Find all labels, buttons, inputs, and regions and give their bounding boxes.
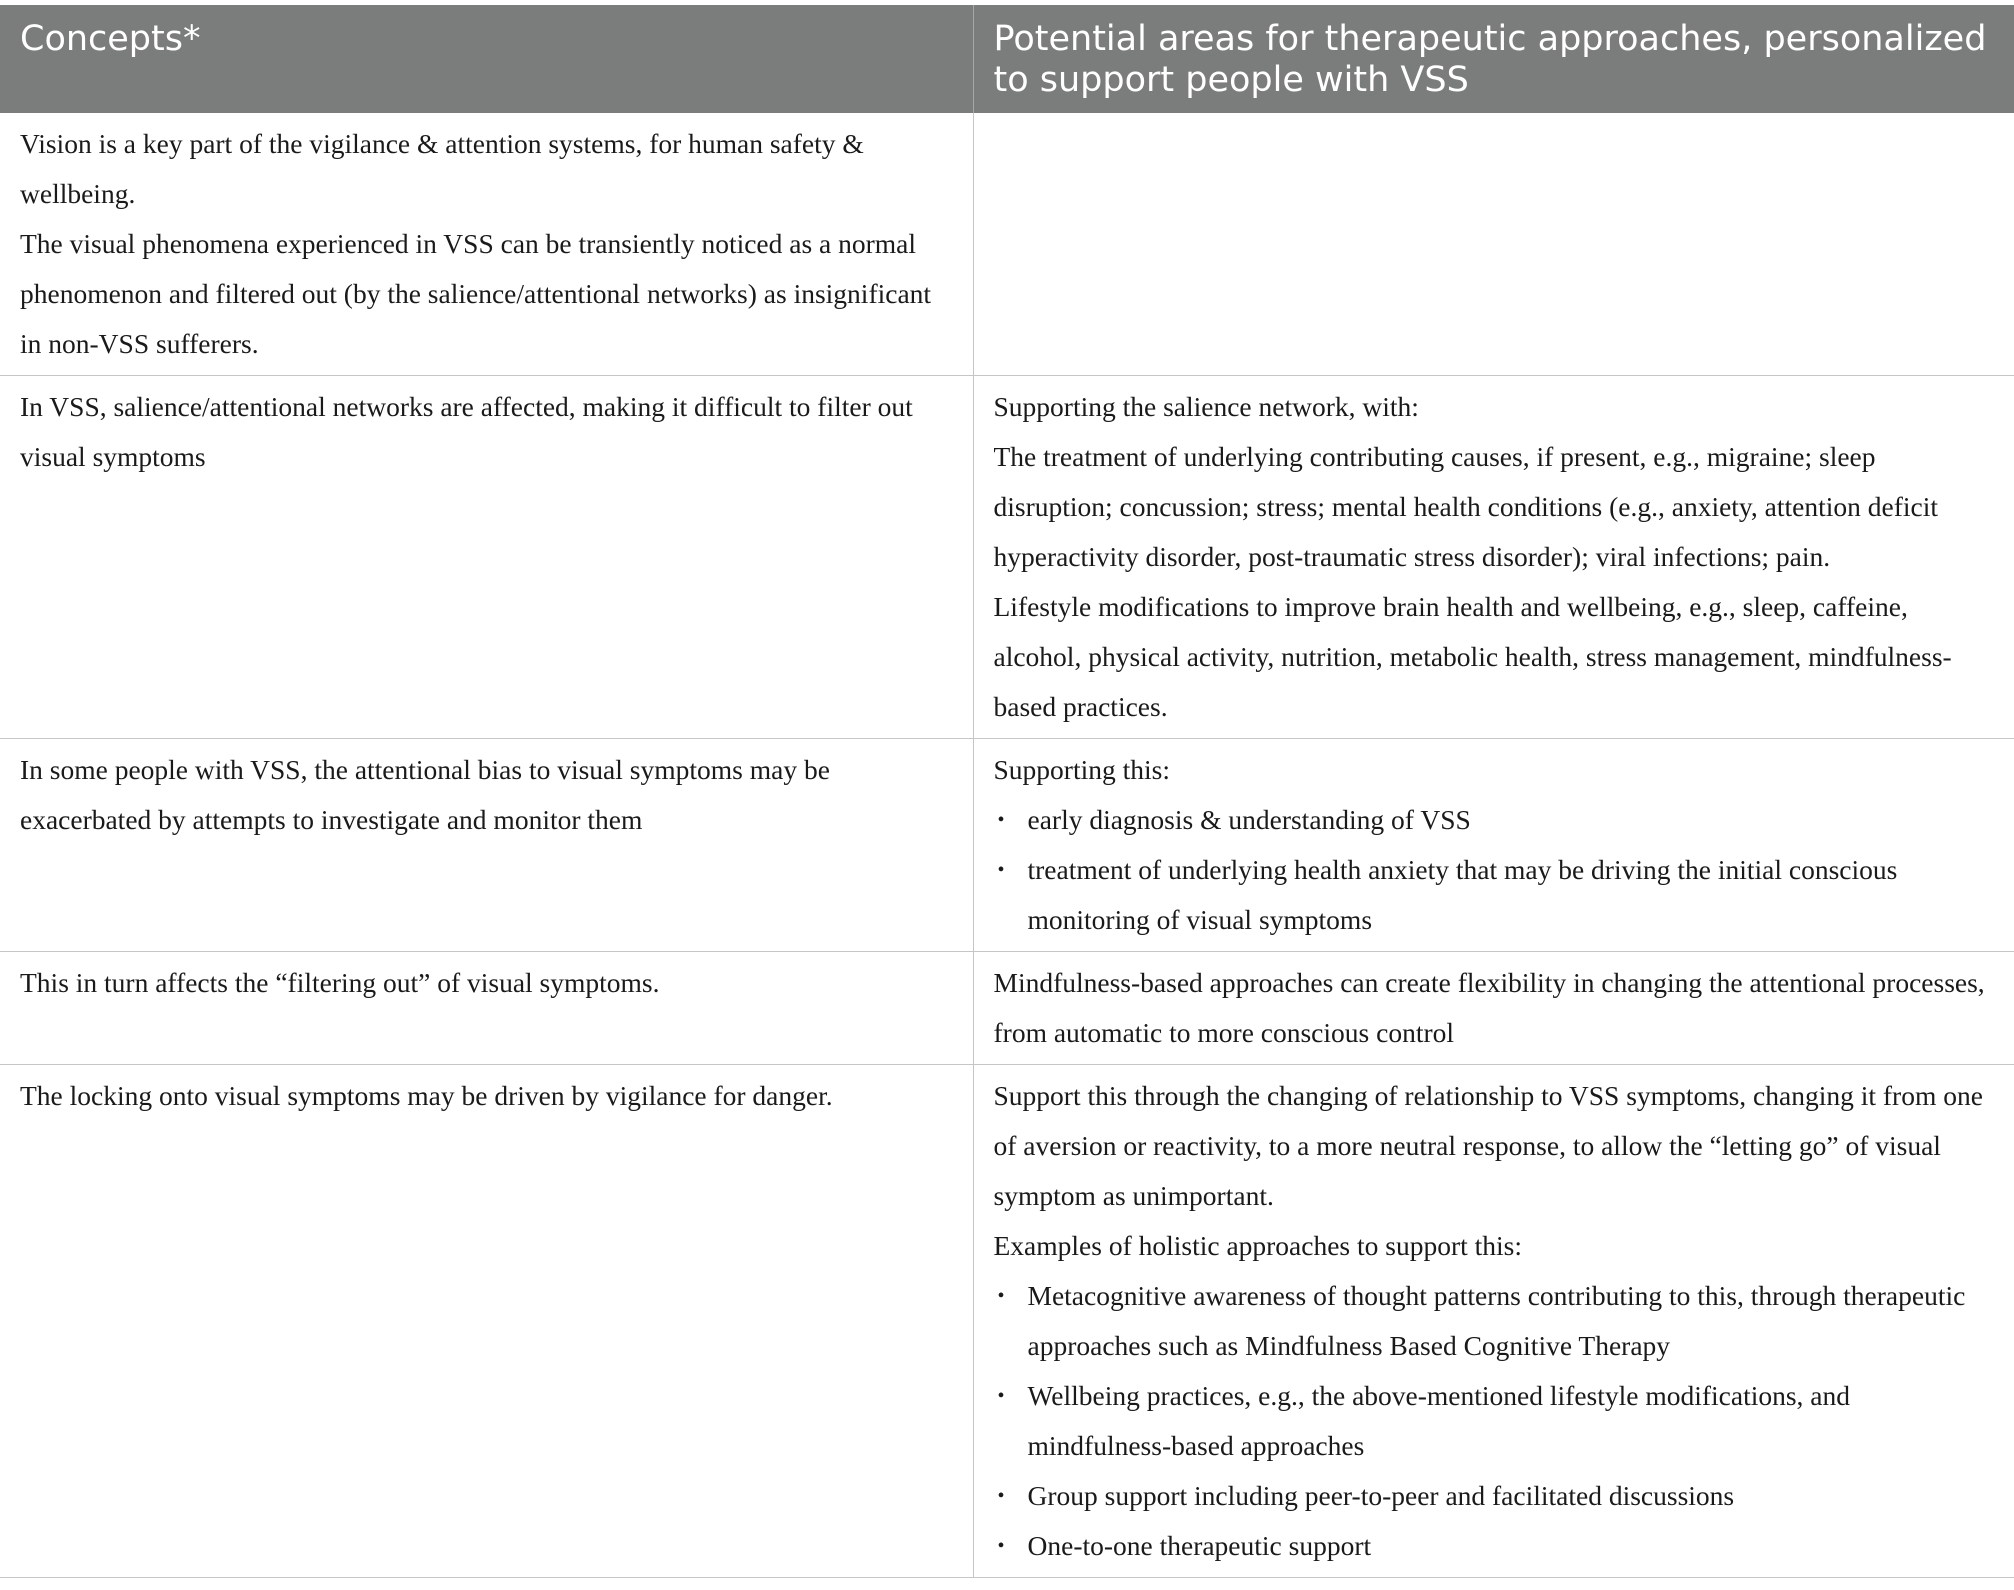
approach-text: Examples of holistic approaches to support this: [993, 1230, 1523, 1261]
bullet-text: Metacognitive awareness of thought patterns contributing to this, through therapeutic approaches such as Mindfulness Based Cognitive Therapy [1027, 1280, 1966, 1361]
concept-text: In VSS, salience/attentional networks are affected, making it difficult to filter out visual symptoms [20, 391, 913, 472]
concept-text: In some people with VSS, the attentional bias to visual symptoms may be exacerbated by attempts to investigate and monitor them [20, 754, 830, 835]
bullet-text: treatment of underlying health anxiety that may be driving the initial conscious monitoring of visual symptoms [1027, 854, 1898, 935]
approach-text: Lifestyle modifications to improve brain health and wellbeing, e.g., sleep, caffeine, alcohol, physical activity, nutrition, metabolic health, stress management, mindfulness-based practices. [993, 591, 1952, 722]
approach-text: The treatment of underlying contributing causes, if present, e.g., migraine; sleep disruption; concussion; stress; mental health conditions (e.g., anxiety, attention deficit hyperactivity disorder, post-traumatic stress disorder); viral infections; pain. [993, 441, 1938, 572]
table-body [0, 113, 2014, 1578]
table-header-row [0, 5, 2014, 113]
approach-cell [973, 376, 2014, 739]
list-item [994, 1371, 1995, 1471]
concept-text: The visual phenomena experienced in VSS can be transiently noticed as a normal phenomenon and filtered out (by the salience/attentional networks) as insignificant in non-VSS sufferers. [20, 228, 932, 359]
table-row [0, 952, 2014, 1065]
approach-cell [973, 952, 2014, 1065]
header-concepts: Concepts* [0, 5, 973, 113]
bullet-icon: • [997, 859, 1005, 881]
list-item [994, 1521, 1995, 1571]
approach-text: Support this through the changing of relationship to VSS symptoms, changing it from one of aversion or reactivity, to a more neutral response, to allow the “letting go” of visual symptom as unimportant. [993, 1080, 1983, 1211]
concept-cell [0, 376, 973, 739]
approach-cell [973, 113, 2014, 376]
approach-text: Supporting the salience network, with: [993, 391, 1419, 422]
bullet-icon: • [997, 809, 1005, 831]
concept-text: The locking onto visual symptoms may be driven by vigilance for danger. [20, 1080, 833, 1111]
bullet-icon: • [997, 1535, 1005, 1557]
concept-text: Vision is a key part of the vigilance & attention systems, for human safety & wellbeing. [20, 128, 864, 209]
approach-cell [973, 739, 2014, 952]
approach-text: Mindfulness-based approaches can create flexibility in changing the attentional processes, from automatic to more conscious control [993, 967, 1985, 1048]
bullet-text: Group support including peer-to-peer and facilitated discussions [1027, 1480, 1735, 1511]
table-row [0, 1065, 2014, 1578]
concept-text: This in turn affects the “filtering out” of visual symptoms. [20, 967, 660, 998]
concept-cell [0, 1065, 973, 1578]
list-item [994, 1271, 1995, 1371]
bullet-text: early diagnosis & understanding of VSS [1027, 804, 1471, 835]
bullet-text: One-to-one therapeutic support [1027, 1530, 1372, 1561]
list-item [994, 845, 1995, 945]
concepts-table-container [0, 5, 2014, 1578]
bullet-icon: • [997, 1385, 1005, 1407]
bullet-icon: • [997, 1485, 1005, 1507]
concept-cell [0, 739, 973, 952]
list-item [994, 795, 1995, 845]
table-row [0, 739, 2014, 952]
approach-bullet-list [994, 1271, 1995, 1571]
concept-cell [0, 113, 973, 376]
bullet-icon: • [997, 1285, 1005, 1307]
approach-text: Supporting this: [993, 754, 1170, 785]
table-row [0, 113, 2014, 376]
header-therapeutic-approaches: Potential areas for therapeutic approaches, personalized to support people with VSS [973, 5, 2014, 113]
table-row [0, 376, 2014, 739]
approach-cell [973, 1065, 2014, 1578]
concept-cell [0, 952, 973, 1065]
bullet-text: Wellbeing practices, e.g., the above-mentioned lifestyle modifications, and mindfulness-based approaches [1027, 1380, 1851, 1461]
concepts-table [0, 5, 2014, 1578]
approach-bullet-list [994, 795, 1995, 945]
list-item [994, 1471, 1995, 1521]
